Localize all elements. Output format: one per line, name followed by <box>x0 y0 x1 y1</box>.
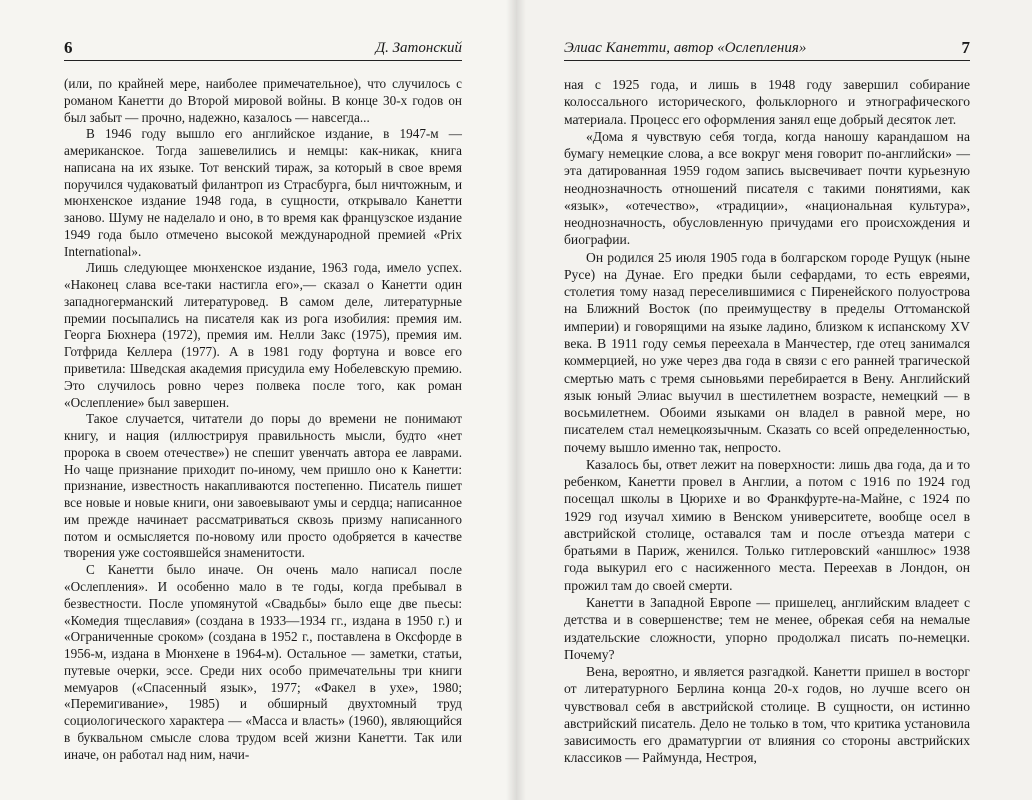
paragraph: В 1946 году вышло его английское издание, в 1947-м — американское. Тогда зашевелились и немцы: как-никак, книга написана на их языке. Тот венский тираж, за который в свое время поручился чудаковатый филантроп из Страсбурга, был ничтожным, и мюнхенское издание 1948 года, в сущности, открывало Канетти заново. Шуму не наделало и оно, в то время как французское издание 1949 года было отмечено высокой международной премией «Prix International». <box>64 126 462 259</box>
paragraph: Канетти в Западной Европе — пришелец, английским владеет с детства и в совершенстве; тем не менее, обрекая себя на немалые издательские сложности, упорно продолжал писать по-немецки. Почему? <box>564 594 970 662</box>
paragraph: Такое случается, читатели до поры до времени не понимают книгу, и нация (иллюстрируя правильность мысли, будто «нет пророка в своем отечестве») не спешит увенчать автора ее лаврами. Но чаще признание приходит по-иному, чем пришло оно к Канетти: признание, известность накапливаются постепенно. Писатель пишет все новые и новые книги, они завоевывают умы и сердца; написанное им прежде начинает рассматриваться сквозь призму написанного потом и осмысляется по-новому или просто одобряется в качестве творения уже состоявшейся знаменитости. <box>64 411 462 561</box>
right-page-body <box>564 76 970 767</box>
paragraph: «Дома я чувствую себя тогда, когда наношу карандашом на бумагу немецкие слова, а все вокруг меня говорит по-английски» — эта датированная 1959 годом запись высвечивает почти курьезную неоднозначность отношений писателя с такими понятиями, как «язык», «отечество», «традиции», «национальная культура», неоднозначность, обусловленную причудами его происхождения и биографии. <box>564 128 970 248</box>
paragraph: Вена, вероятно, и является разгадкой. Канетти пришел в восторг от литературного Берлина конца 20-х годов, но лучше всего он чувствовал себя в австрийской столице. В сущности, он истинно австрийский писатель. Дело не только в том, что критика установила зависимость его драматургии от влияния со стороны австрийских классиков — Раймунда, Нестроя, <box>564 664 970 766</box>
paragraph: Казалось бы, ответ лежит на поверхности: лишь два года, да и то ребенком, Канетти провел в Англии, а потом с 1916 по 1924 год посещал школы в Цюрихе и во Франкфурте-на-Майне, с 1924 по 1929 год изучал химию в Венском университете, вообще осел в австрийской столице, оставался там и после отъезда матери с братьями в Париж, женился. Только гитлеровский «аншлюс» 1938 года выкурил его с насиженного места. Переехав в Лондон, он прожил там до своей смерти. <box>564 456 970 593</box>
left-page-header <box>64 38 462 60</box>
left-page-body <box>64 76 462 763</box>
right-page <box>516 0 1032 800</box>
right-header-rule <box>564 60 970 61</box>
paragraph: С Канетти было иначе. Он очень мало написал после «Ослепления». И особенно мало в те годы, когда пребывал в безвестности. После упомянутой «Свадьбы» было еще две пьесы: «Комедия тщеславия» (создана в 1933—1934 гг., издана в 1950 г.) и «Ограниченные сроком» (создана в 1952 г., поставлена в Оксфорде в 1956-м, издана в Мюнхене в 1964-м). Остальное — заметки, статьи, путевые очерки, эссе. Среди них особо примечательны три книги мемуаров («Спасенный язык», 1977; «Факел в ухе», 1980; «Перемигивание», 1985) и обширный двухтомный труд социологического характера — «Масса и власть» (1960), являющийся в буквальном смысле слова трудом всей жизни Канетти. Так или иначе, он работал над ним, начи- <box>64 562 462 762</box>
paragraph: (или, по крайней мере, наиболее примечательное), что случилось с романом Канетти до Второй мировой войны. В конце 30-х годов он был забыт — прочно, надежно, казалось — навсегда... <box>64 76 462 125</box>
right-page-header <box>564 38 970 60</box>
left-running-head: Д. Затонский <box>375 40 462 56</box>
right-page-number: 7 <box>961 38 970 57</box>
paragraph: Он родился 25 июля 1905 года в болгарском городе Рущук (ныне Русе) на Дунае. Его предки были сефардами, то есть евреями, столетия тому назад переселившимися с Пиренейского полуострова на Ближний Восток (по преимуществу в пределы Оттоманской империи) и говорящими на языке ладино, близком к испанскому XV века. В 1911 году семья переехала в Манчестер, где отец занимался коммерцией, но уже через два года в связи с его ранней трагической смертью мать с тремя сыновьями перебирается в Вену. Английский язык юный Элиас выучил в шестилетнем возрасте, немецкий — в восьмилетнем. Обоими языками он владел в равной мере, но писателем стал немецкоязычным. Сказать со всей определенностью, почему вышло именно так, непросто. <box>564 249 970 455</box>
right-running-head: Элиас Канетти, автор «Ослепления» <box>564 40 807 56</box>
paragraph: Лишь следующее мюнхенское издание, 1963 года, имело успех. «Наконец слава все-таки настигла его»,— сказал о Канетти один западногерманский литературовед. В самом деле, литературные премии посыпались на писателя как из рога изобилия: премия им. Георга Бюхнера (1972), премия им. Нелли Закс (1975), премия им. Готфрида Келлера (1977). А в 1981 году фортуна и вовсе его приветила: Шведская академия присудила ему Нобелевскую премию. Это случилось ровно через полвека после того, как роман «Ослепление» был завершен. <box>64 260 462 410</box>
paragraph: ная с 1925 года, и лишь в 1948 году завершил собирание колоссального исторического, фольклорного и этнографического материала. Процесс его оформления занял еще добрый десяток лет. <box>564 77 970 127</box>
left-header-rule <box>64 60 462 61</box>
left-page-number: 6 <box>64 38 73 57</box>
book-gutter <box>506 0 526 800</box>
